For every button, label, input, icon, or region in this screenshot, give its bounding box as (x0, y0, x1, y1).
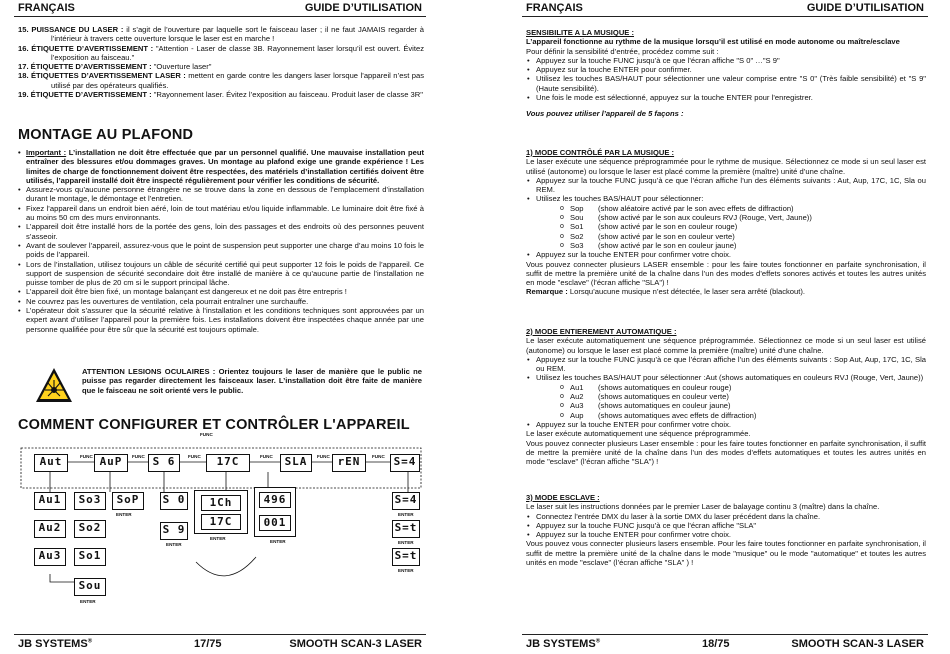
page-footer (522, 638, 928, 652)
func-label: FUNC (317, 454, 330, 459)
sensitivity-intro: L’appareil fonctionne au rythme de la musique lorsqu’il est utilisé en mode autonome ou maître/esclave (526, 37, 900, 47)
five-ways-note: Vous pouvez utiliser l’appareil de 5 façons : (526, 109, 684, 119)
dmx-display-group (254, 487, 296, 537)
numbered-parts-list (18, 25, 424, 99)
lcd-display: 001 (259, 515, 291, 531)
list-item: • Appuyez sur la touche ENTER pour confirmer votre choix. (526, 420, 926, 429)
enter-label: ENTER (270, 539, 286, 544)
mounting-bullets (18, 148, 424, 334)
sub-item: o Aup (shows automatiques avec effets de diffraction) (526, 411, 926, 420)
list-item: • Appuyez sur la touche FUNC jusqu’à ce que l’écran affiche l’un des éléments suivants : Sop Aut, Aup, 17C, 1C, Sla ou REM. (526, 355, 926, 374)
section-title: 2) MODE ENTIEREMENT AUTOMATIQUE : (526, 327, 677, 336)
sensitivity-section (526, 28, 926, 119)
right-page (522, 0, 928, 654)
list-item: • Appuyez sur la touche FUNC jusqu’à ce que l’écran affiche l’un des éléments suivants : Aut, Aup, 17C, 1C, Sla ou REM. (526, 176, 926, 195)
header-language: FRANÇAIS (18, 2, 75, 14)
sensitivity-intro-2: Pour définir la sensibilité d’entrée, procédez comme suit : (526, 46, 719, 56)
page-number: 18/75 (702, 638, 730, 650)
list-item: • Fixez l’appareil dans un endroit bien aéré, loin de tout matériau et/ou liquide inflammable. Le luminaire doit être fixé à au moins 50 cm des murs environnants. (18, 204, 424, 223)
lcd-display: Au2 (34, 520, 66, 538)
sub-item: o Au1 (shows automatiques en couleur rouge) (526, 383, 926, 392)
lcd-display: S=t (392, 548, 420, 566)
lcd-display: Sou (74, 578, 106, 596)
list-item: 15. PUISSANCE DU LASER : il s’agit de l’ouverture par laquelle sort le faisceau laser ; il ne faut JAMAIS regarder à l’intérieur à travers cette ouverture lorsque le laser est en marche ! (18, 25, 424, 44)
list-item: • Assurez-vous qu’aucune personne étrangère ne se trouve dans la zone en dessous de l’emplacement d’installation durant le montage, le démontage et l’entretien. (18, 185, 424, 204)
list-item: 18. ÉTIQUETTES D’AVERTISSEMENT LASER : mettent en garde contre les dangers laser lorsque l’appareil n’est pas utilisé par des opérateurs qualifiés. (18, 71, 424, 90)
footer-brand: JB SYSTEMS® (18, 638, 93, 650)
footer-brand: JB SYSTEMS® (526, 638, 601, 650)
func-label: FUNC (372, 454, 385, 459)
func-label: FUNC (260, 454, 273, 459)
list-item: • Appuyez sur la touche ENTER pour confirmer votre choix. (526, 530, 926, 539)
list-item: • Appuyez sur la touche ENTER pour confirmer. (526, 65, 926, 74)
lcd-display: So3 (74, 492, 106, 510)
mode-outro: Vous pouvez connecter plusieurs Laser ensemble : pour les faire toutes fonctionner en parfaite synchronisation, il suffit de mettre la première unité de la chaîne dans l’un des modes d’effets automatiques et toutes les autres unités en mode "esclave" (l’écran affiche "SLA") ! (526, 438, 926, 467)
lcd-display: Au1 (34, 492, 66, 510)
remark: Remarque : Lorsqu’aucune musique n’est détectée, le laser sera arrêté (blackout). (526, 287, 806, 297)
list-item: • Lors de l’installation, utilisez toujours un câble de sécurité certifié qui peut supporter 12 fois le poids de l’appareil. Ce support de suspension de sécurité secondaire doit être installé de manière à ce qu’aucune partie de l’installation ne puisse tomber de plus de 20 cm si le support principal lâche. (18, 260, 424, 288)
lcd-display: Au3 (34, 548, 66, 566)
func-label: FUNC (188, 454, 201, 459)
lcd-display: rEN (332, 454, 366, 472)
list-item: • L’appareil doit être installé hors de la portée des gens, loin des passages et des endroits où des personnes peuvent s’asseoir. (18, 222, 424, 241)
laser-warning (24, 366, 424, 406)
list-item: • Appuyez sur la touche FUNC jusqu’à ce que l’écran affiche "S 0" …"S 9" (526, 56, 926, 65)
footer-product: SMOOTH SCAN-3 LASER (289, 638, 422, 650)
list-item: 17. ÉTIQUETTE D’AVERTISSEMENT : "Ouverture laser" (18, 62, 212, 72)
mode-slave-section (526, 493, 926, 567)
sub-item: o Sop (show aléatoire activé par le son avec effets de diffraction) (526, 204, 926, 213)
mode-auto-section (526, 327, 926, 466)
sub-item: o Au2 (shows automatiques en couleur verte) (526, 392, 926, 401)
func-label: FUNC (132, 454, 145, 459)
sub-item: o So3 (show activé par le son en couleur jaune) (526, 241, 926, 250)
lcd-display: Aut (34, 454, 68, 472)
lcd-display: S 6 (148, 454, 180, 472)
header-guide: GUIDE D’UTILISATION (806, 2, 924, 14)
enter-label: ENTER (398, 512, 414, 517)
mode-music-section (526, 148, 926, 297)
footer-rule (522, 634, 928, 635)
sub-item: o So1 (show activé par le son en couleur rouge) (526, 222, 926, 231)
list-item: • Une fois le mode est sélectionné, appuyez sur la touche ENTER pour l’enregistrer. (526, 93, 926, 102)
list-item: • L’opérateur doit s’assurer que la sécurité relative à l’installation et les conditions techniques sont approuvées par un expert avant d’utiliser l’appareil pour la première fois. Les installations doivent être inspectées chaque année par une personne qualifiée pour être sûr que la sécurité est toujours optimale. (18, 306, 424, 334)
list-item: • Utilisez les touches BAS/HAUT pour sélectionner: (526, 194, 926, 203)
lcd-display: So2 (74, 520, 106, 538)
sub-item: o So2 (show activé par le son en couleur verte) (526, 232, 926, 241)
mode-outro: Vous pouvez vous connecter plusieurs lasers ensemble. Pour les faire toutes fonctionner en parfaite synchronisation, il suffit de mettre la première unité de la chaîne dans le mode "musique" ou le mode "automatique" et toutes les autres unités en mode "esclave" (l’écran affiche "SLA" ) ! (526, 539, 926, 568)
page-number: 17/75 (194, 638, 222, 650)
mode-intro: Le laser suit les instructions données par le premier Laser de balayage continu 3 (maître) dans la chaîne. (526, 502, 880, 512)
laser-warning-icon (34, 366, 74, 404)
config-title: COMMENT CONFIGURER ET CONTRÔLER L'APPAREIL (18, 417, 410, 433)
lcd-display: 1Ch (201, 495, 241, 511)
list-item: • L’appareil doit être bien fixé, un montage balançant est dangereux et ne doit pas être entrepris ! (18, 287, 424, 296)
enter-label: ENTER (398, 568, 414, 573)
lcd-display: SLA (280, 454, 312, 472)
config-flow-diagram (20, 432, 424, 612)
important-note: • Important : L’installation ne doit être effectuée que par un personnel qualifié. Une mauvaise installation peut entraîner des blessures et/ou dommages graves. Un montage au plafond exige une grande expérience ! Les limites de charge de fonctionnement doivent être respectées, des matériels d’installation certifiés doivent être utilisés, l’appareil installé doit être inspecté régulièrement pour vérifier les conditions de sécurité. (18, 148, 424, 185)
list-item: 19. ÉTIQUETTE D’AVERTISSEMENT : "Rayonnement laser. Évitez l’exposition au faisceau. Produit laser de classe 3R" (18, 90, 423, 100)
header-language: FRANÇAIS (526, 2, 583, 14)
warning-text: ATTENTION LESIONS OCULAIRES : Orientez toujours le laser de manière que le public ne puisse pas regarder directement les faisceaux laser. L’installation doit être faite de manière que le faisceau ne soit orienté vers le public. (82, 367, 422, 395)
mounting-title: MONTAGE AU PLAFOND (18, 127, 194, 143)
lcd-display: S=4 (390, 454, 420, 472)
lcd-display: S 0 (160, 492, 188, 510)
lcd-display: So1 (74, 548, 106, 566)
enter-label: ENTER (116, 512, 132, 517)
page-header (522, 2, 928, 16)
list-item: • Utilisez les touches BAS/HAUT pour sélectionner :Aut (shows automatiques en couleurs RVJ (Rouge, Vert, Jaune)) (526, 373, 926, 382)
sub-item: o Au3 (shows automatiques en couleur jaune) (526, 401, 926, 410)
lcd-display: S 9 (160, 522, 188, 540)
lcd-display: 496 (259, 492, 291, 508)
footer-rule (14, 634, 426, 635)
lcd-display: AuP (94, 454, 128, 472)
page-header (14, 2, 426, 16)
list-item: • Connectez l’entrée DMX du laser à la sortie DMX du laser précédent dans la chaîne. (526, 512, 926, 521)
sub-item: o Sou (show activé par le son aux couleurs RVJ (Rouge, Vert, Jaune)) (526, 213, 926, 222)
lcd-display: S=4 (392, 492, 420, 510)
list-item: • Utilisez les touches BAS/HAUT pour sélectionner une valeur comprise entre "S 0" (Très faible sensibilité) et "S 9" (Haute sensibilité). (526, 74, 926, 93)
lcd-display: SoP (112, 492, 144, 510)
enter-label: ENTER (80, 599, 96, 604)
footer-product: SMOOTH SCAN-3 LASER (791, 638, 924, 650)
list-item: • Appuyez sur la touche FUNC jusqu’à ce que l’écran affiche "SLA" (526, 521, 926, 530)
channel-display-group (194, 490, 248, 534)
list-item: • Ne couvrez pas les ouvertures de ventilation, cela pourrait entraîner une surchauffe. (18, 297, 424, 306)
enter-label: ENTER (210, 536, 226, 541)
list-item: 16. ÉTIQUETTE D’AVERTISSEMENT : "Attention - Laser de classe 3B. Rayonnement laser lorsqu’il est ouvert. Évitez l’exposition au faisceau." (18, 43, 424, 62)
mode-outro: Le laser exécute automatiquement une séquence préprogrammée. (526, 429, 751, 439)
section-title: 1) MODE CONTRÔLÉ PAR LA MUSIQUE : (526, 148, 675, 157)
section-title: 3) MODE ESCLAVE : (526, 493, 600, 502)
mode-intro: Le laser exécute automatiquement une séquence préprogrammée. Sélectionnez ce mode si un seul laser est utilisé (autonome) ou lorsque le laser est placé comme la première (maître) unité d’une chaîne. (526, 336, 926, 355)
lcd-display: 17C (201, 514, 241, 530)
header-guide: GUIDE D’UTILISATION (304, 2, 422, 14)
lcd-display: 17C (206, 454, 250, 472)
enter-label: ENTER (166, 542, 182, 547)
mode-outro: Vous pouvez connecter plusieurs LASER ensemble : pour les faire toutes fonctionner en parfaite synchronisation, il suffit de mettre la première unité de la chaîne dans l’un des modes d’effets sonores activés et toutes les autres unités en mode "esclave" (l’écran affiche "SLA") ! (526, 259, 926, 288)
func-label: FUNC (80, 454, 93, 459)
header-rule (14, 16, 426, 17)
func-label: FUNC (200, 432, 213, 437)
mode-intro: Le laser exécute une séquence préprogrammée pour le rythme de musique. Sélectionnez ce mode si un seul laser est utilisé (autonome) ou lorsque le laser est placé comme la première (maître) unité d’une chaîne. (526, 157, 926, 176)
header-rule (522, 16, 928, 17)
section-title: SENSIBILITE A LA MUSIQUE : (526, 28, 635, 37)
enter-label: ENTER (398, 540, 414, 545)
lcd-display: S=t (392, 520, 420, 538)
page-footer (14, 638, 426, 652)
list-item: • Avant de soulever l’appareil, assurez-vous que le point de suspension peut supporter une charge d’au moins 10 fois le poids de l’appareil. (18, 241, 424, 260)
list-item: • Appuyez sur la touche ENTER pour confirmer votre choix. (526, 250, 926, 259)
left-page (14, 0, 426, 654)
